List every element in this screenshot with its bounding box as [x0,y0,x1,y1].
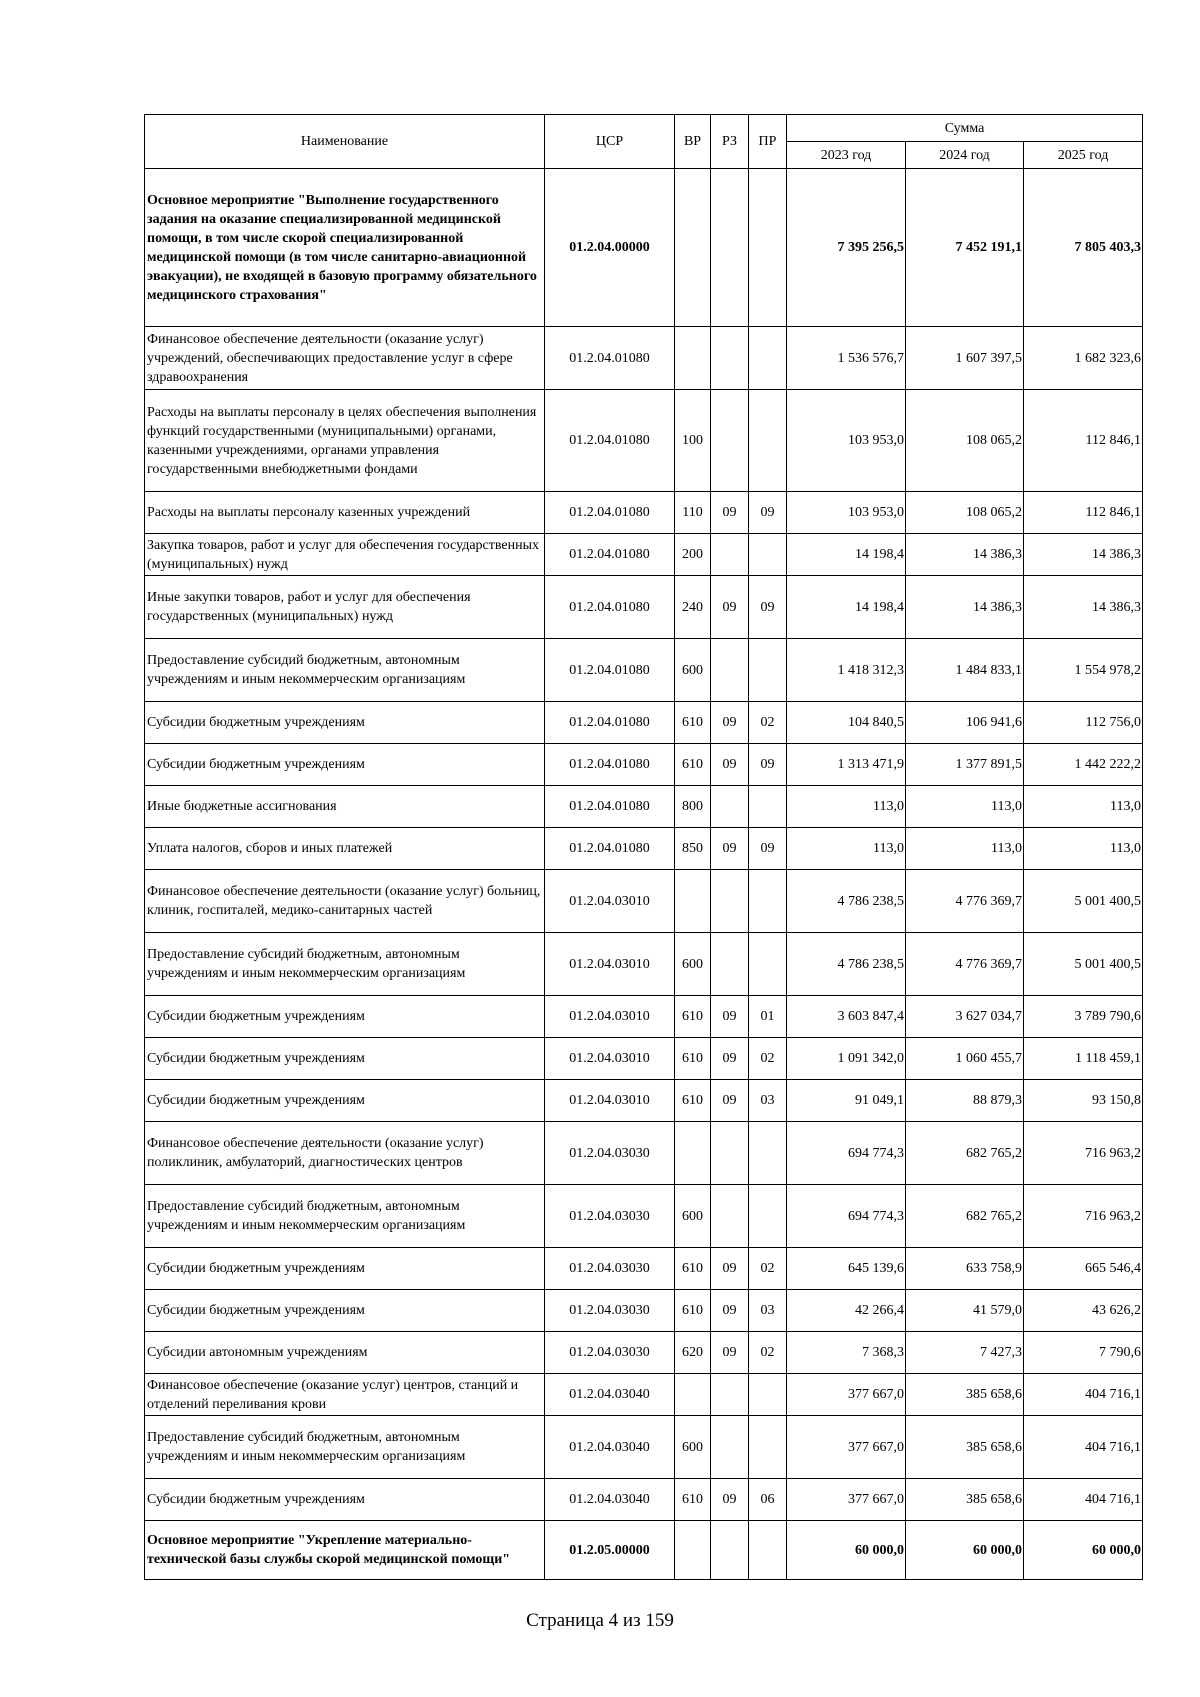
cell-name: Финансовое обеспечение деятельности (оказание услуг) больниц, клиник, госпиталей, медико-санитарных частей [145,870,545,933]
cell-rz: 09 [711,492,749,534]
cell-csr: 01.2.04.03010 [545,996,675,1038]
cell-2024: 633 758,9 [906,1248,1024,1290]
header-year-2023: 2023 год [787,142,906,169]
header-vr: ВР [675,115,711,169]
cell-2025: 7 805 403,3 [1024,169,1143,327]
cell-vr: 600 [675,639,711,702]
table-row [145,1248,1143,1290]
cell-vr: 200 [675,534,711,576]
cell-2025: 3 789 790,6 [1024,996,1143,1038]
cell-rz: 09 [711,1248,749,1290]
cell-csr: 01.2.04.01080 [545,534,675,576]
table-row [145,702,1143,744]
cell-pr [749,534,787,576]
cell-2024: 60 000,0 [906,1521,1024,1580]
cell-name: Предоставление субсидий бюджетным, автономным учреждениям и иным некоммерческим организациям [145,1416,545,1479]
cell-rz: 09 [711,996,749,1038]
cell-2024: 88 879,3 [906,1080,1024,1122]
cell-2025: 60 000,0 [1024,1521,1143,1580]
cell-name: Субсидии бюджетным учреждениям [145,1248,545,1290]
cell-2023: 377 667,0 [787,1479,906,1521]
cell-rz [711,933,749,996]
cell-2023: 7 368,3 [787,1332,906,1374]
table-row [145,786,1143,828]
cell-2024: 385 658,6 [906,1416,1024,1479]
cell-2025: 93 150,8 [1024,1080,1143,1122]
cell-pr: 02 [749,1248,787,1290]
cell-vr [675,1122,711,1185]
cell-2023: 3 603 847,4 [787,996,906,1038]
cell-csr: 01.2.04.01080 [545,327,675,390]
cell-2024: 14 386,3 [906,576,1024,639]
cell-2025: 1 554 978,2 [1024,639,1143,702]
table-row [145,327,1143,390]
cell-vr [675,870,711,933]
cell-pr [749,639,787,702]
cell-csr: 01.2.05.00000 [545,1521,675,1580]
cell-2023: 1 418 312,3 [787,639,906,702]
cell-csr: 01.2.04.03040 [545,1374,675,1416]
cell-vr: 600 [675,1416,711,1479]
cell-2025: 1 118 459,1 [1024,1038,1143,1080]
cell-2025: 112 846,1 [1024,492,1143,534]
table-row [145,492,1143,534]
cell-2024: 1 060 455,7 [906,1038,1024,1080]
header-csr: ЦСР [545,115,675,169]
cell-2023: 103 953,0 [787,390,906,492]
cell-pr [749,1416,787,1479]
header-sum: Сумма [787,115,1143,142]
header-name: Наименование [145,115,545,169]
cell-name: Финансовое обеспечение деятельности (оказание услуг) учреждений, обеспечивающих предоставление услуг в сфере здравоохранения [145,327,545,390]
cell-rz: 09 [711,1332,749,1374]
cell-2023: 7 395 256,5 [787,169,906,327]
cell-2023: 104 840,5 [787,702,906,744]
cell-rz: 09 [711,702,749,744]
cell-2024: 108 065,2 [906,492,1024,534]
cell-pr: 06 [749,1479,787,1521]
cell-pr: 03 [749,1080,787,1122]
cell-csr: 01.2.04.01080 [545,828,675,870]
table-row [145,870,1143,933]
cell-rz [711,1521,749,1580]
cell-2023: 4 786 238,5 [787,870,906,933]
table-row [145,534,1143,576]
cell-rz [711,390,749,492]
cell-pr [749,786,787,828]
cell-2023: 14 198,4 [787,534,906,576]
cell-pr [749,870,787,933]
cell-name: Субсидии бюджетным учреждениям [145,702,545,744]
cell-csr: 01.2.04.03030 [545,1332,675,1374]
cell-2024: 41 579,0 [906,1290,1024,1332]
cell-pr: 01 [749,996,787,1038]
cell-rz: 09 [711,828,749,870]
cell-name: Иные закупки товаров, работ и услуг для обеспечения государственных (муниципальных) нужд [145,576,545,639]
cell-rz: 09 [711,1080,749,1122]
cell-name: Уплата налогов, сборов и иных платежей [145,828,545,870]
table-row [145,390,1143,492]
cell-vr: 610 [675,1038,711,1080]
cell-2023: 14 198,4 [787,576,906,639]
cell-name: Расходы на выплаты персоналу в целях обеспечения выполнения функций государственными (муниципальными) органами, казенными учреждениями, органами управления государственными внебюджетными фондами [145,390,545,492]
cell-name: Закупка товаров, работ и услуг для обеспечения государственных (муниципальных) нужд [145,534,545,576]
cell-vr: 100 [675,390,711,492]
cell-2025: 7 790,6 [1024,1332,1143,1374]
cell-name: Предоставление субсидий бюджетным, автономным учреждениям и иным некоммерческим организациям [145,639,545,702]
cell-2024: 106 941,6 [906,702,1024,744]
cell-pr: 02 [749,702,787,744]
cell-rz [711,786,749,828]
header-pr: ПР [749,115,787,169]
cell-csr: 01.2.04.03030 [545,1290,675,1332]
cell-2024: 385 658,6 [906,1479,1024,1521]
cell-rz [711,1416,749,1479]
cell-csr: 01.2.04.03040 [545,1479,675,1521]
table-row [145,1521,1143,1580]
cell-name: Финансовое обеспечение (оказание услуг) центров, станций и отделений переливания крови [145,1374,545,1416]
table-row [145,169,1143,327]
cell-name: Иные бюджетные ассигнования [145,786,545,828]
cell-name: Субсидии бюджетным учреждениям [145,744,545,786]
cell-2023: 103 953,0 [787,492,906,534]
cell-pr [749,933,787,996]
cell-csr: 01.2.04.01080 [545,576,675,639]
cell-vr: 800 [675,786,711,828]
cell-2025: 14 386,3 [1024,534,1143,576]
cell-2024: 7 427,3 [906,1332,1024,1374]
table-row [145,1038,1143,1080]
cell-rz [711,327,749,390]
cell-pr [749,1185,787,1248]
cell-pr: 09 [749,828,787,870]
cell-vr: 610 [675,996,711,1038]
budget-document [144,114,1142,1580]
cell-rz: 09 [711,576,749,639]
cell-vr [675,1521,711,1580]
cell-pr [749,1521,787,1580]
cell-2023: 91 049,1 [787,1080,906,1122]
cell-name: Предоставление субсидий бюджетным, автономным учреждениям и иным некоммерческим организациям [145,933,545,996]
cell-name: Расходы на выплаты персоналу казенных учреждений [145,492,545,534]
cell-2023: 694 774,3 [787,1122,906,1185]
table-row [145,576,1143,639]
header-year-2025: 2025 год [1024,142,1143,169]
cell-name: Субсидии автономным учреждениям [145,1332,545,1374]
cell-2023: 4 786 238,5 [787,933,906,996]
cell-pr: 09 [749,576,787,639]
cell-2023: 113,0 [787,828,906,870]
cell-2023: 645 139,6 [787,1248,906,1290]
cell-2024: 3 627 034,7 [906,996,1024,1038]
cell-2023: 42 266,4 [787,1290,906,1332]
cell-2025: 112 846,1 [1024,390,1143,492]
cell-rz [711,534,749,576]
cell-csr: 01.2.04.03030 [545,1122,675,1185]
cell-vr: 600 [675,1185,711,1248]
cell-rz [711,1185,749,1248]
cell-csr: 01.2.04.01080 [545,390,675,492]
table-body [145,169,1143,1580]
page-footer: Страница 4 из 159 [526,1610,674,1631]
cell-vr [675,169,711,327]
cell-pr: 02 [749,1038,787,1080]
cell-2023: 694 774,3 [787,1185,906,1248]
cell-name: Субсидии бюджетным учреждениям [145,1479,545,1521]
cell-2024: 7 452 191,1 [906,169,1024,327]
cell-rz [711,169,749,327]
cell-vr: 600 [675,933,711,996]
cell-vr: 610 [675,744,711,786]
cell-name: Субсидии бюджетным учреждениям [145,1038,545,1080]
cell-vr: 610 [675,1248,711,1290]
cell-2024: 113,0 [906,828,1024,870]
cell-2023: 377 667,0 [787,1374,906,1416]
cell-2024: 4 776 369,7 [906,933,1024,996]
cell-pr [749,169,787,327]
cell-vr: 110 [675,492,711,534]
table-row [145,1080,1143,1122]
cell-pr: 02 [749,1332,787,1374]
cell-2025: 404 716,1 [1024,1374,1143,1416]
cell-2025: 404 716,1 [1024,1479,1143,1521]
cell-2023: 377 667,0 [787,1416,906,1479]
cell-2025: 665 546,4 [1024,1248,1143,1290]
cell-name: Субсидии бюджетным учреждениям [145,1080,545,1122]
cell-2025: 404 716,1 [1024,1416,1143,1479]
cell-csr: 01.2.04.01080 [545,702,675,744]
cell-rz [711,639,749,702]
cell-pr [749,390,787,492]
cell-rz [711,1122,749,1185]
cell-name: Основное мероприятие "Выполнение государственного задания на оказание специализированной медицинской помощи, в том числе скорой специализированной медицинской помощи (в том числе санитарно-авиационной эвакуации), не входящей в базовую программу обязательного медицинского страхования" [145,169,545,327]
cell-2025: 113,0 [1024,828,1143,870]
cell-2024: 14 386,3 [906,534,1024,576]
cell-2025: 113,0 [1024,786,1143,828]
cell-rz [711,870,749,933]
cell-vr: 610 [675,702,711,744]
cell-2025: 43 626,2 [1024,1290,1143,1332]
cell-csr: 01.2.04.03030 [545,1248,675,1290]
cell-2024: 682 765,2 [906,1185,1024,1248]
cell-pr [749,1374,787,1416]
cell-2024: 1 484 833,1 [906,639,1024,702]
cell-csr: 01.2.04.01080 [545,744,675,786]
table-row [145,1290,1143,1332]
cell-2024: 682 765,2 [906,1122,1024,1185]
cell-name: Субсидии бюджетным учреждениям [145,1290,545,1332]
cell-name: Предоставление субсидий бюджетным, автономным учреждениям и иным некоммерческим организациям [145,1185,545,1248]
cell-2024: 4 776 369,7 [906,870,1024,933]
cell-name: Основное мероприятие "Укрепление материально-технической базы службы скорой медицинской помощи" [145,1521,545,1580]
table-row [145,744,1143,786]
cell-name: Финансовое обеспечение деятельности (оказание услуг) поликлиник, амбулаторий, диагностических центров [145,1122,545,1185]
table-row [145,1122,1143,1185]
cell-2025: 1 442 222,2 [1024,744,1143,786]
cell-rz: 09 [711,744,749,786]
cell-vr: 610 [675,1290,711,1332]
table-row [145,1374,1143,1416]
cell-csr: 01.2.04.01080 [545,639,675,702]
cell-csr: 01.2.04.03010 [545,933,675,996]
cell-2023: 1 091 342,0 [787,1038,906,1080]
cell-2025: 5 001 400,5 [1024,870,1143,933]
cell-vr: 850 [675,828,711,870]
table-row [145,996,1143,1038]
table-row [145,1479,1143,1521]
cell-2025: 14 386,3 [1024,576,1143,639]
cell-rz: 09 [711,1479,749,1521]
table-row [145,1416,1143,1479]
table-row [145,828,1143,870]
header-rz: РЗ [711,115,749,169]
cell-vr: 610 [675,1080,711,1122]
cell-vr [675,1374,711,1416]
cell-2025: 1 682 323,6 [1024,327,1143,390]
budget-table [144,114,1143,1580]
cell-csr: 01.2.04.03010 [545,1038,675,1080]
cell-csr: 01.2.04.01080 [545,492,675,534]
cell-vr: 610 [675,1479,711,1521]
cell-name: Субсидии бюджетным учреждениям [145,996,545,1038]
table-row [145,1332,1143,1374]
cell-csr: 01.2.04.03010 [545,870,675,933]
cell-rz: 09 [711,1038,749,1080]
cell-2023: 1 536 576,7 [787,327,906,390]
cell-2025: 716 963,2 [1024,1122,1143,1185]
table-row [145,933,1143,996]
cell-2025: 5 001 400,5 [1024,933,1143,996]
cell-2024: 1 377 891,5 [906,744,1024,786]
cell-rz: 09 [711,1290,749,1332]
cell-vr [675,327,711,390]
cell-pr: 09 [749,492,787,534]
cell-vr: 620 [675,1332,711,1374]
cell-2024: 108 065,2 [906,390,1024,492]
cell-2023: 60 000,0 [787,1521,906,1580]
cell-vr: 240 [675,576,711,639]
cell-2024: 113,0 [906,786,1024,828]
cell-2025: 112 756,0 [1024,702,1143,744]
cell-rz [711,1374,749,1416]
cell-csr: 01.2.04.01080 [545,786,675,828]
cell-2024: 1 607 397,5 [906,327,1024,390]
cell-2023: 113,0 [787,786,906,828]
cell-pr [749,327,787,390]
table-row [145,1185,1143,1248]
cell-csr: 01.2.04.03010 [545,1080,675,1122]
cell-csr: 01.2.04.03040 [545,1416,675,1479]
cell-csr: 01.2.04.00000 [545,169,675,327]
cell-2024: 385 658,6 [906,1374,1024,1416]
table-header [145,115,1143,169]
cell-pr: 03 [749,1290,787,1332]
cell-pr: 09 [749,744,787,786]
header-year-2024: 2024 год [906,142,1024,169]
cell-2025: 716 963,2 [1024,1185,1143,1248]
table-row [145,639,1143,702]
cell-csr: 01.2.04.03030 [545,1185,675,1248]
cell-2023: 1 313 471,9 [787,744,906,786]
cell-pr [749,1122,787,1185]
